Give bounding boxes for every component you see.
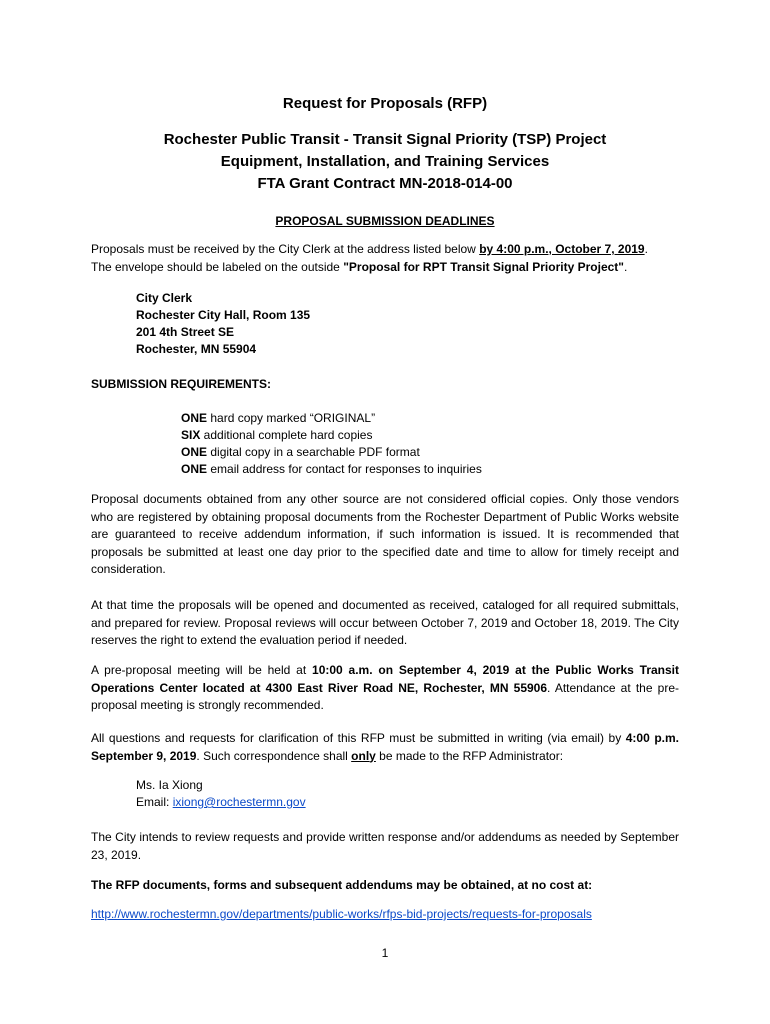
grant-contract: FTA Grant Contract MN-2018-014-00 <box>257 175 513 192</box>
meeting-details: 10:00 a.m. on September 4, 2019 at the Public Works Transit Operations Center located at 4300 East River Road NE, Rochester, MN 55906 <box>91 663 680 695</box>
requirement-item <box>181 444 420 462</box>
requirement-text: digital copy in a searchable PDF format <box>207 445 420 459</box>
requirement-qty: ONE <box>181 411 208 425</box>
email-label: Email: <box>136 795 173 809</box>
requirement-qty: ONE <box>181 462 208 476</box>
obtain-heading: The RFP documents, forms and subsequent addendums may be obtained, at no cost at: <box>91 878 593 892</box>
requirement-text: additional complete hard copies <box>200 428 373 442</box>
official-copies-paragraph: Proposal documents obtained from any other source are not considered official copies. Only those vendors who are registered by obtaining proposal documents from the Rochester Department of Public Works website are guaranteed to receive addendum information, if such information is issued. It is recommended that proposals be submitted at least one day prior to the specified date and time to allow for timely receipt and consideration. <box>91 492 679 576</box>
questions-paragraph <box>91 730 679 765</box>
contact-email-line <box>136 794 306 812</box>
requirement-item <box>181 410 375 428</box>
page-title: Request for Proposals (RFP) <box>282 95 488 112</box>
meeting-paragraph <box>91 662 679 715</box>
envelope-label: "Proposal for RPT Transit Signal Priority Project" <box>343 259 624 274</box>
page-number: 1 <box>381 946 389 960</box>
opening-paragraph: At that time the proposals will be opened and documented as received, cataloged for all required submittals, and prepared for review. Proposal reviews will occur between October 7, 2019 and October 18, 2019. The City reserves the right to extend the evaluation period if needed. <box>91 598 679 647</box>
envelope-end: . <box>623 259 628 274</box>
rfp-url-line <box>91 906 592 924</box>
deadline-paragraph <box>91 241 691 276</box>
requirement-item <box>181 427 372 445</box>
email-link[interactable]: ixiong@rochestermn.gov <box>172 795 306 809</box>
review-paragraph: The City intends to review requests and provide written response and/or addendums as needed by September 23, 2019. <box>91 830 679 862</box>
questions-mid: . Such correspondence shall <box>196 748 352 763</box>
address-line-2: Rochester City Hall, Room 135 <box>136 308 311 322</box>
deadline-text: Proposals must be received by the City Clerk at the address listed below <box>91 242 480 256</box>
project-title: Rochester Public Transit - Transit Signal Priority (TSP) Project <box>163 131 607 148</box>
rfp-url-link[interactable]: http://www.rochestermn.gov/departments/public-works/rfps-bid-projects/requests-for-proposals <box>91 907 592 921</box>
requirement-text: email address for contact for responses to inquiries <box>207 462 482 476</box>
deadline-date: by 4:00 p.m., October 7, 2019 <box>479 242 645 256</box>
address-line-3: 201 4th Street SE <box>136 325 235 339</box>
questions-deadline: 4:00 p.m. September 9, 2019 <box>91 731 679 763</box>
requirement-qty: SIX <box>181 428 201 442</box>
address-line-1: City Clerk <box>136 291 193 305</box>
envelope-text: The envelope should be labeled on the outside <box>91 259 344 274</box>
meeting-note: . Attendance at the pre-proposal meeting is strongly recommended. <box>91 680 679 712</box>
deadline-end: . <box>644 242 648 256</box>
envelope-line <box>91 259 691 277</box>
meeting-text: A pre-proposal meeting will be held at <box>91 663 313 677</box>
deadlines-heading: PROPOSAL SUBMISSION DEADLINES <box>275 214 495 228</box>
requirement-item <box>181 461 482 479</box>
questions-only: only <box>351 748 376 763</box>
requirement-qty: ONE <box>181 445 208 459</box>
deadline-line <box>91 241 691 259</box>
contact-name: Ms. Ia Xiong <box>136 778 203 792</box>
requirement-text: hard copy marked “ORIGINAL” <box>207 411 376 425</box>
address-line-4: Rochester, MN 55904 <box>136 342 257 356</box>
questions-text: All questions and requests for clarification of this RFP must be submitted in writing (via email) by <box>91 731 626 745</box>
questions-end: be made to the RFP Administrator: <box>375 748 564 763</box>
requirements-heading: SUBMISSION REQUIREMENTS: <box>91 377 272 391</box>
project-subtitle: Equipment, Installation, and Training Services <box>220 153 550 170</box>
